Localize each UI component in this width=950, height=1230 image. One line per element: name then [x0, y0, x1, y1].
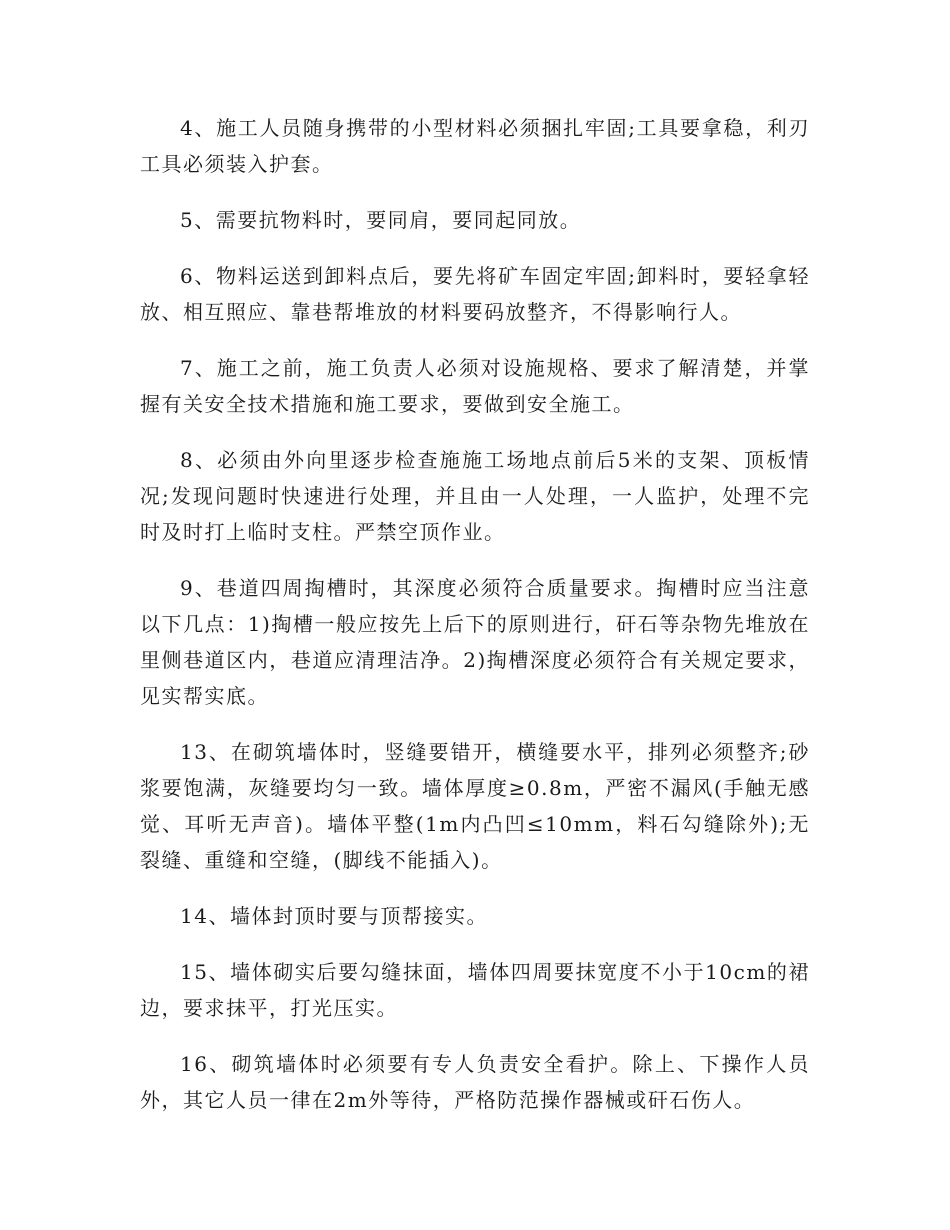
paragraph-item-13: 13、在砌筑墙体时，竖缝要错开，横缝要水平，排列必须整齐;砂浆要饱满，灰缝要均匀一致。墙体厚度≥0.8m，严密不漏风(手触无感觉、耳听无声音)。墙体平整(1m内凸凹≤10mm，料石勾缝除外);无裂缝、重缝和空缝，(脚线不能插入)。: [140, 740, 810, 872]
paragraph-item-6: 6、物料运送到卸料点后，要先将矿车固定牢固;卸料时，要轻拿轻放、相互照应、靠巷帮堆放的材料要码放整齐，不得影响行人。: [140, 264, 810, 324]
document-body: [140, 110, 810, 1138]
paragraph-item-16: 16、砌筑墙体时必须要有专人负责安全看护。除上、下操作人员外，其它人员一律在2m外等待，严格防范操作器械或矸石伤人。: [140, 1052, 810, 1112]
paragraph-item-9: 9、巷道四周掏槽时，其深度必须符合质量要求。掏槽时应当注意以下几点：1)掏槽一般应按先上后下的原则进行，矸石等杂物先堆放在里侧巷道区内，巷道应清理洁净。2)掏槽深度必须符合有关规定要求，见实帮实底。: [140, 576, 810, 708]
paragraph-item-15: 15、墙体砌实后要勾缝抹面，墙体四周要抹宽度不小于10cm的裙边，要求抹平，打光压实。: [140, 960, 810, 1020]
paragraph-item-8: 8、必须由外向里逐步检查施施工场地点前后5米的支架、顶板情况;发现问题时快速进行处理，并且由一人处理，一人监护，处理不完时及时打上临时支柱。严禁空顶作业。: [140, 448, 810, 544]
paragraph-item-7: 7、施工之前，施工负责人必须对设施规格、要求了解清楚，并掌握有关安全技术措施和施工要求，要做到安全施工。: [140, 356, 810, 416]
paragraph-item-14: 14、墙体封顶时要与顶帮接实。: [180, 904, 488, 928]
paragraph-item-5: 5、需要抗物料时，要同肩，要同起同放。: [180, 208, 582, 232]
paragraph-item-4: 4、施工人员随身携带的小型材料必须捆扎牢固;工具要拿稳，利刃工具必须装入护套。: [140, 116, 810, 176]
